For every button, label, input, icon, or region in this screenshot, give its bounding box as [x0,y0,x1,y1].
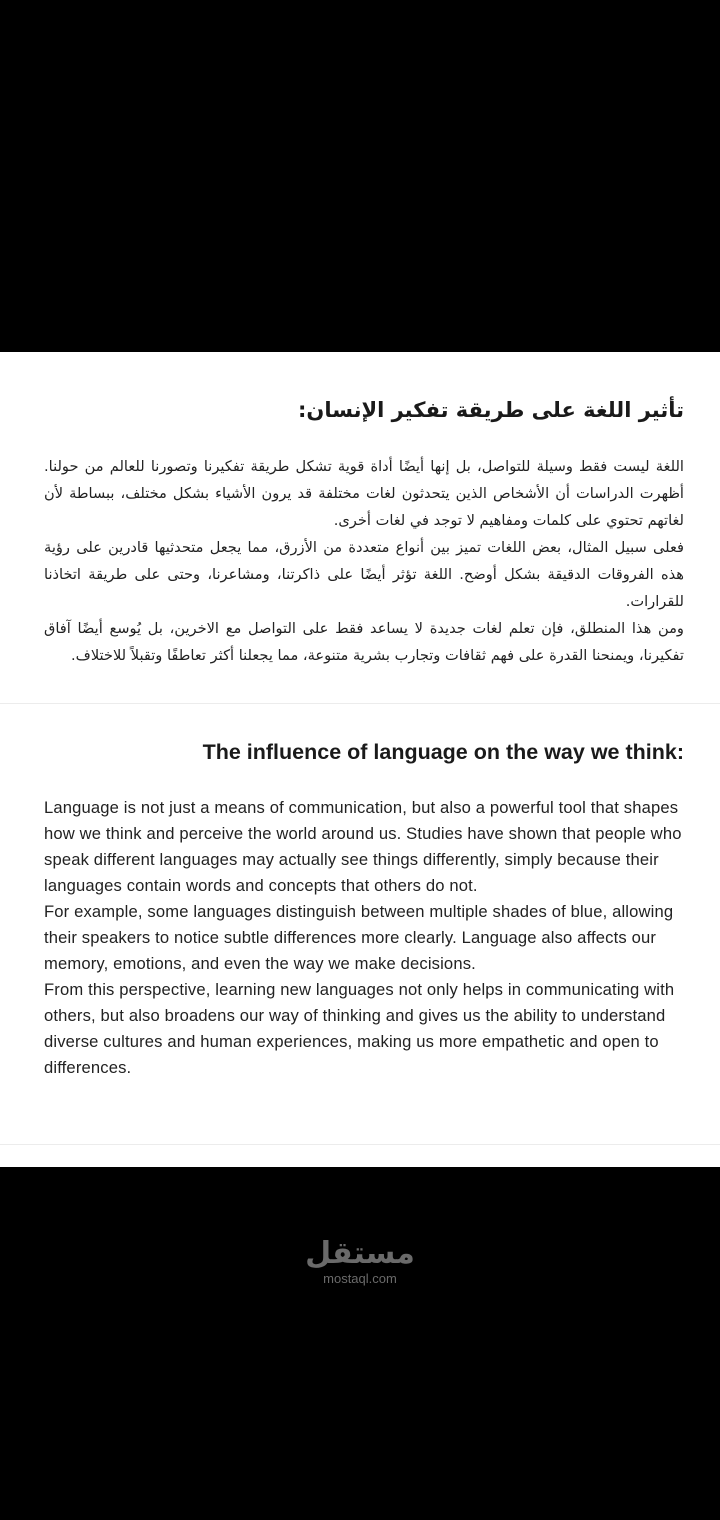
arabic-title: تأثير اللغة على طريقة تفكير الإنسان: [298,398,684,422]
content-card [0,352,720,1167]
mostaql-domain: mostaql.com [323,1271,397,1286]
section-divider [0,703,720,704]
bottom-divider [0,1144,720,1145]
mostaql-watermark [300,1236,420,1286]
arabic-paragraph-2: فعلى سبيل المثال، بعض اللغات تميز بين أنواع متعددة من الأزرق، مما يجعل متحدثيها قادرين على رؤية هذه الفروقات الدقيقة بشكل أوضح. اللغة تؤثر أيضًا على ذاكرتنا، ومشاعرنا، وحتى على طريقة اتخاذنا للقرارات. [44,539,684,610]
english-body [44,795,684,1081]
arabic-paragraph-3: ومن هذا المنطلق، فإن تعلم لغات جديدة لا يساعد فقط على التواصل مع الاخرين، بل يُوسع أيضًا آفاق تفكيرنا، ويمنحنا القدرة على فهم ثقافات وتجارب بشرية متنوعة، مما يجعلنا أكثر تعاطفًا وتقبلاً للاختلاف. [44,620,684,664]
english-paragraph-3: From this perspective, learning new languages not only helps in communicating with others, but also broadens our way of thinking and gives us the ability to understand diverse cultures and human experiences, making us more empathetic and open to differences. [44,980,675,1077]
english-paragraph-2: For example, some languages distinguish between multiple shades of blue, allowing their speakers to notice subtle differences more clearly. Language also affects our memory, emotions, and even the way we make decisions. [44,902,674,973]
arabic-paragraph-1: اللغة ليست فقط وسيلة للتواصل، بل إنها أيضًا أداة قوية تشكل طريقة تفكيرنا وتصورنا للعالم من حولنا. أظهرت الدراسات أن الأشخاص الذين يتحدثون لغات مختلفة قد يرون الأشياء بشكل مختلف، ببساطة لأن لغاتهم تحتوي على كلمات ومفاهيم لا توجد في لغات أخرى. [44,458,684,529]
mostaql-logo: مستقل [305,1236,415,1271]
english-paragraph-1: Language is not just a means of communication, but also a powerful tool that shapes how we think and perceive the world around us. Studies have shown that people who speak different languages may actually see things differently, simply because their languages contain words and concepts that others do not. [44,798,682,895]
bottom-black-area [0,1167,720,1520]
top-black-area [0,0,720,352]
english-title: The influence of language on the way we think: [202,740,684,764]
arabic-body [44,453,684,669]
